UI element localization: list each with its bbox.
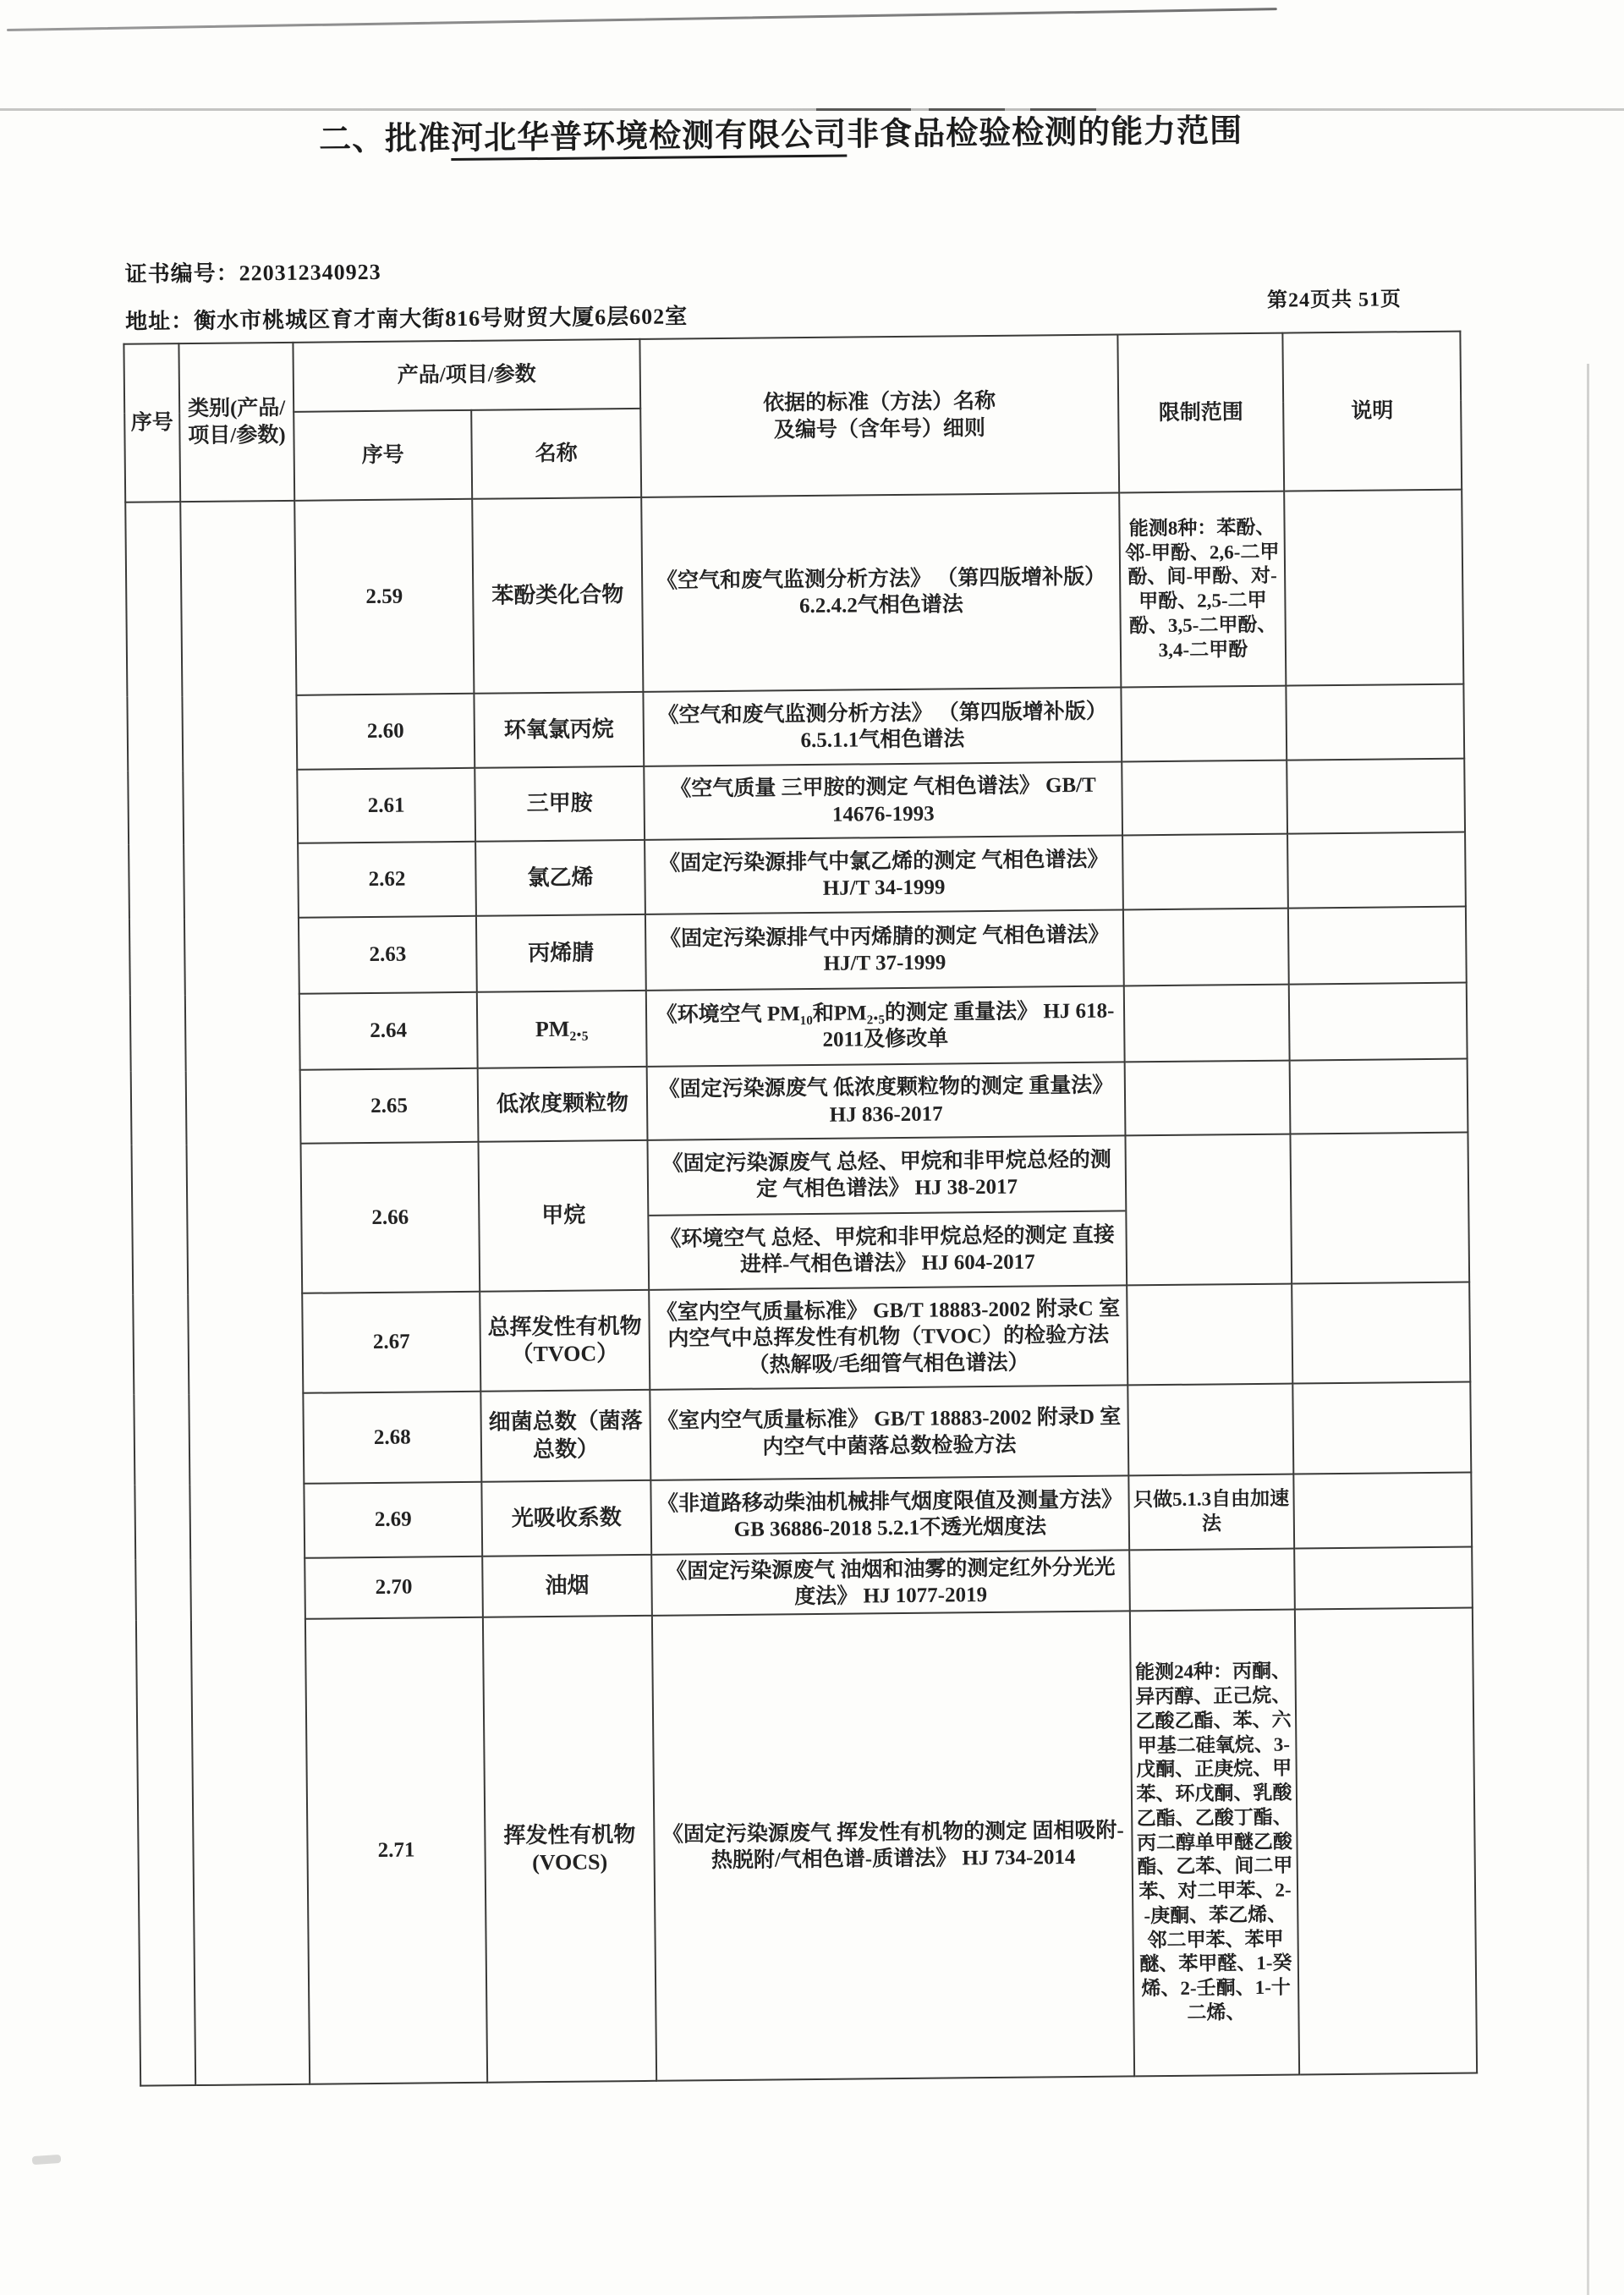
parameter-name-cell: 总挥发性有机物（TVOC） (480, 1290, 650, 1392)
table-row (127, 684, 1464, 771)
restriction-scope-cell (1124, 985, 1290, 1062)
parameter-name-cell: PM₂.₅ (477, 991, 647, 1068)
restriction-scope-cell (1121, 686, 1287, 762)
note-cell (1294, 1547, 1473, 1610)
header-sub-name: 名称 (471, 409, 641, 499)
restriction-scope-cell (1125, 1061, 1291, 1136)
address-line: 地址：衡水市桃城区育才南大街816号财贸大厦6层602室 (125, 304, 689, 334)
table-row (131, 1059, 1468, 1145)
row-number-cell: 2.63 (299, 916, 477, 994)
method-standard-cell: 《环境空气 PM₁₀和PM₂.₅的测定 重量法》 HJ 618-2011及修改单 (646, 986, 1125, 1066)
row-number-cell: 2.68 (303, 1392, 481, 1484)
row-number-cell: 2.60 (296, 694, 475, 770)
note-cell (1292, 1382, 1471, 1474)
row-number-cell: 2.65 (300, 1068, 479, 1144)
header-restriction: 限制范围 (1117, 333, 1284, 493)
restriction-scope-cell (1125, 1134, 1292, 1286)
restriction-scope-cell (1127, 1284, 1292, 1386)
certificate-number-line: 证书编号：220312340923 (124, 259, 381, 287)
restriction-scope-cell: 能测24种：丙酮、异丙醇、正己烷、乙酸乙酯、苯、六甲基二硅氧烷、3-戊酮、正庚烷、甲苯、环戊酮、乳酸乙酯、乙酸丁酯、丙二醇单甲醚乙酸酯、乙苯、间二甲苯、对二甲苯、2--庚酮、苯乙烯、邻二甲苯、苯甲醚、苯甲醛、1-癸烯、2-壬酮、1-十二烯、 (1130, 1610, 1299, 2077)
row-number-cell: 2.62 (298, 842, 476, 918)
note-cell (1290, 1133, 1469, 1284)
parameter-name-cell: 氯乙烯 (475, 840, 645, 916)
row-number-cell: 2.66 (301, 1142, 480, 1293)
restriction-scope-cell: 只做5.1.3自由加速法 (1128, 1474, 1294, 1551)
note-cell (1286, 684, 1464, 760)
parameter-name-cell: 油烟 (482, 1555, 652, 1617)
parameter-name-cell: 苯酚类化合物 (472, 497, 643, 694)
row-number-cell: 2.71 (305, 1617, 487, 2084)
method-standard-cell: 《固定污染源排气中丙烯腈的测定 气相色谱法》 HJ/T 37-1999 (645, 909, 1124, 990)
table-row (129, 832, 1466, 920)
method-standard-cell: 《室内空气质量标准》 GB/T 18883-2002 附录C 室内空气中总挥发性有机物（TVOC）的检验方法（热解吸/毛细管气相色谱法） (649, 1285, 1127, 1389)
method-standard-subcell: 《固定污染源废气 总烃、甲烷和非甲烷总烃的测定 气相色谱法》 HJ 38-2017 (661, 1148, 1111, 1201)
capability-scope-table (123, 331, 1478, 2087)
method-standard-cell: 《室内空气质量标准》 GB/T 18883-2002 附录D 室内空气中菌落总数检验方法 (650, 1385, 1128, 1480)
table-row (132, 1133, 1470, 1295)
parameter-name-cell: 环氧氯丙烷 (474, 692, 644, 768)
method-standard-subcell: 《环境空气 总烃、甲烷和非甲烷总烃的测定 直接进样-气相色谱法》 HJ 604-2017 (647, 1210, 1127, 1289)
restriction-scope-cell (1122, 834, 1288, 910)
header-category: 类别(产品/项目/参数) (178, 343, 294, 502)
method-standard-cell: 《固定污染源废气 挥发性有机物的测定 固相吸附-热脱附/气相色谱-质谱法》 HJ 734-2014 (652, 1611, 1134, 2080)
restriction-scope-cell: 能测8种：苯酚、邻-甲酚、2,6-二甲酚、间-甲酚、对-甲酚、2,5-二甲酚、3,5-二甲酚、3,4-二甲酚 (1119, 491, 1286, 688)
parameter-name-cell: 甲烷 (478, 1140, 649, 1292)
note-cell (1290, 1059, 1468, 1134)
title-company-underlined: 河北华普环境检测有限公司 (451, 118, 847, 161)
table-row (125, 490, 1463, 697)
table-row (133, 1282, 1470, 1395)
row-number-cell: 2.70 (304, 1557, 483, 1619)
method-standard-cell: 《空气和废气监测分析方法》 （第四版增补版） 6.2.4.2气相色谱法 (641, 492, 1121, 691)
note-cell (1292, 1282, 1470, 1384)
method-standard-cell: 《固定污染源废气 油烟和油雾的测定红外分光光度法》 HJ 1077-2019 (651, 1550, 1130, 1615)
table-row (134, 1473, 1472, 1560)
parameter-name-cell: 细菌总数（菌落总数） (480, 1390, 650, 1482)
header-note: 说明 (1282, 332, 1462, 491)
row-number-cell: 2.67 (302, 1292, 480, 1393)
method-standard-cell: 《固定污染源废气 低浓度颗粒物的测定 重量法》 HJ 836-2017 (647, 1062, 1126, 1139)
header-product-group: 产品/项目/参数 (293, 339, 640, 412)
parameter-name-cell: 丙烯腈 (476, 914, 646, 992)
method-standard-cell (647, 1135, 1127, 1289)
title-suffix: 非食品检验检测的能力范围 (846, 113, 1243, 153)
body-category-column-cell (180, 501, 310, 2085)
table-row (136, 1608, 1477, 2086)
table-row (129, 907, 1467, 996)
row-number-cell: 2.59 (294, 499, 474, 695)
table-row (134, 1382, 1471, 1485)
method-standard-cell: 《非道路移动柴油机械排气烟度限值及测量方法》 GB 36886-2018 5.2.1不透光烟度法 (650, 1475, 1129, 1554)
row-number-cell: 2.64 (299, 992, 478, 1070)
note-cell (1287, 759, 1465, 834)
restriction-scope-cell (1127, 1384, 1293, 1476)
title-prefix: 二、批准 (318, 121, 452, 158)
page-indicator: 第24页共 51页 (1266, 288, 1402, 312)
row-number-cell: 2.61 (297, 768, 475, 843)
note-cell (1295, 1608, 1477, 2075)
restriction-scope-cell (1123, 909, 1289, 986)
page-title (0, 101, 1572, 162)
note-cell (1288, 907, 1467, 985)
note-cell (1293, 1473, 1472, 1549)
parameter-name-cell: 三甲胺 (475, 766, 645, 842)
note-cell (1284, 490, 1463, 686)
method-standard-cell: 《空气质量 三甲胺的测定 气相色谱法》 GB/T 14676-1993 (644, 761, 1122, 839)
note-cell (1287, 832, 1466, 909)
header-no: 序号 (123, 343, 180, 502)
parameter-name-cell: 挥发性有机物 (VOCS) (483, 1616, 656, 2083)
table-row (128, 759, 1465, 845)
parameter-name-cell: 光吸收系数 (481, 1480, 651, 1557)
table-row (130, 983, 1468, 1072)
restriction-scope-cell (1129, 1549, 1295, 1611)
header-sub-no: 序号 (294, 410, 472, 501)
row-number-cell: 2.69 (304, 1482, 482, 1558)
header-method: 依据的标准（方法）名称 及编号（含年号）细则 (639, 334, 1119, 497)
restriction-scope-cell (1122, 760, 1287, 836)
method-standard-cell: 《固定污染源排气中氯乙烯的测定 气相色谱法》 HJ/T 34-1999 (645, 835, 1123, 914)
method-standard-cell: 《空气和废气监测分析方法》 （第四版增补版） 6.5.1.1气相色谱法 (643, 687, 1122, 766)
parameter-name-cell: 低浓度颗粒物 (478, 1067, 648, 1142)
note-cell (1289, 983, 1468, 1061)
